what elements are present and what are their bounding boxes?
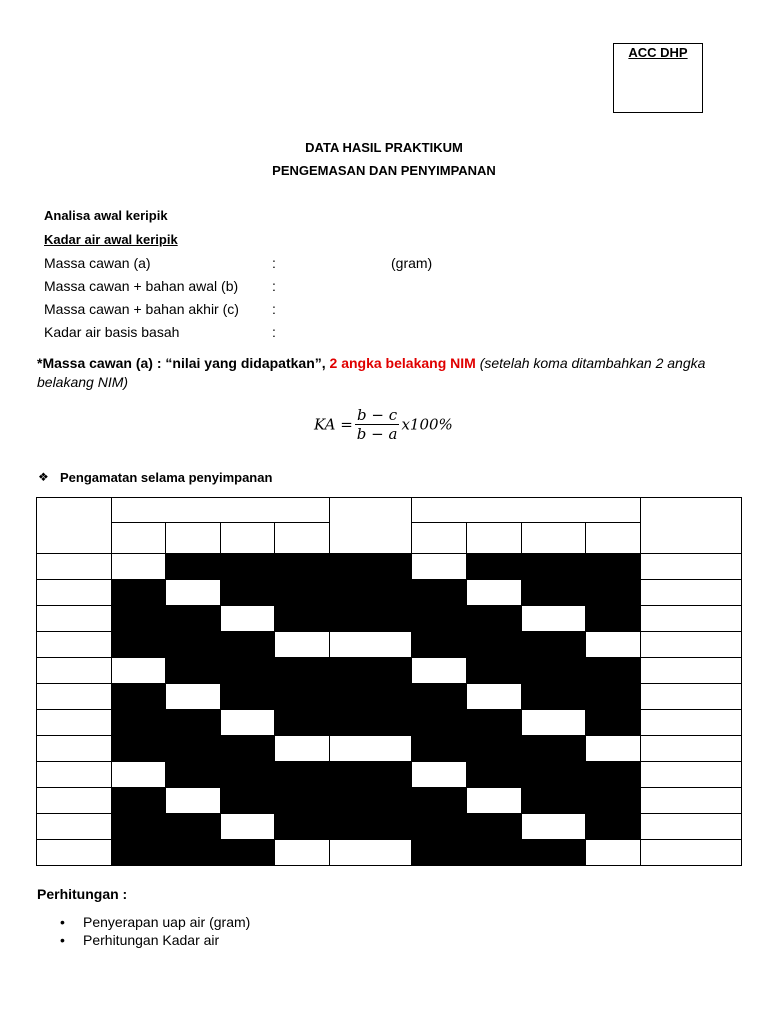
formula-fraction (355, 406, 400, 443)
filled-cell (412, 710, 467, 736)
table-cell[interactable] (641, 762, 742, 788)
filled-cell (522, 658, 586, 684)
filled-cell (221, 762, 275, 788)
table-cell[interactable] (412, 554, 467, 580)
filled-cell (412, 814, 467, 840)
table-cell[interactable] (641, 606, 742, 632)
note-highlight: 2 angka belakang NIM (329, 355, 476, 371)
filled-cell (586, 554, 641, 580)
table-cell[interactable] (522, 606, 586, 632)
filled-cell (522, 762, 586, 788)
table-row (37, 762, 742, 788)
filled-cell (522, 840, 586, 866)
table-cell[interactable] (586, 523, 641, 554)
field-colon: : (272, 301, 276, 317)
table-cell[interactable] (37, 814, 112, 840)
table-row (37, 840, 742, 866)
filled-cell (467, 658, 522, 684)
table-cell[interactable] (641, 554, 742, 580)
filled-cell (412, 632, 467, 658)
table-cell[interactable] (467, 523, 522, 554)
filled-cell (467, 554, 522, 580)
field-label-bahan-akhir: Massa cawan + bahan akhir (c) (44, 301, 239, 317)
table-cell[interactable] (37, 658, 112, 684)
table-row (37, 658, 742, 684)
filled-cell (275, 788, 330, 814)
filled-cell (586, 788, 641, 814)
table-cell[interactable] (641, 684, 742, 710)
table-header-row (37, 498, 742, 523)
table-cell[interactable] (112, 762, 166, 788)
filled-cell (112, 632, 166, 658)
table-cell[interactable] (412, 658, 467, 684)
document-title: DATA HASIL PRAKTIKUM (305, 140, 463, 155)
observation-table (36, 497, 742, 866)
filled-cell (586, 606, 641, 632)
table-cell[interactable] (412, 523, 467, 554)
filled-cell (112, 814, 166, 840)
table-cell[interactable] (37, 736, 112, 762)
subsection-heading: Kadar air awal keripik (44, 232, 178, 247)
field-colon: : (272, 255, 276, 271)
filled-cell (275, 580, 330, 606)
filled-cell (522, 554, 586, 580)
table-cell[interactable] (467, 684, 522, 710)
table-cell[interactable] (112, 498, 330, 523)
filled-cell (586, 814, 641, 840)
formula-denominator: b − a (356, 425, 398, 443)
filled-cell (112, 710, 166, 736)
table-cell[interactable] (522, 523, 586, 554)
table-cell[interactable] (641, 632, 742, 658)
note-main: *Massa cawan (a) : “nilai yang didapatkan”, (37, 355, 326, 371)
table-cell[interactable] (37, 606, 112, 632)
filled-cell (467, 606, 522, 632)
table-cell[interactable] (221, 710, 275, 736)
filled-cell (221, 684, 275, 710)
filled-cell (522, 788, 586, 814)
table-cell[interactable] (641, 788, 742, 814)
bullet-icon: • (60, 914, 65, 930)
filled-cell (412, 684, 467, 710)
table-cell[interactable] (37, 580, 112, 606)
table-cell[interactable] (275, 736, 330, 762)
table-cell[interactable] (586, 840, 641, 866)
field-label-bahan-awal: Massa cawan + bahan awal (b) (44, 278, 239, 294)
filled-cell (586, 684, 641, 710)
filled-cell (522, 632, 586, 658)
filled-cell (330, 554, 412, 580)
formula-numerator: b − c (355, 406, 400, 425)
document-subtitle: PENGEMASAN DAN PENYIMPANAN (272, 163, 496, 178)
filled-cell (330, 606, 412, 632)
table-cell[interactable] (166, 580, 221, 606)
filled-cell (112, 606, 166, 632)
filled-cell (586, 762, 641, 788)
table-cell[interactable] (112, 658, 166, 684)
filled-cell (221, 580, 275, 606)
table-row (37, 684, 742, 710)
table-cell[interactable] (166, 684, 221, 710)
table-cell[interactable] (37, 632, 112, 658)
table-cell[interactable] (275, 523, 330, 554)
filled-cell (412, 840, 467, 866)
diamond-bullet-icon: ❖ (38, 470, 49, 484)
filled-cell (467, 840, 522, 866)
filled-cell (275, 554, 330, 580)
observation-title: Pengamatan selama penyimpanan (60, 470, 273, 485)
table-cell[interactable] (641, 658, 742, 684)
table-cell[interactable] (641, 814, 742, 840)
table-row (37, 554, 742, 580)
filled-cell (467, 814, 522, 840)
table-cell[interactable] (166, 788, 221, 814)
field-colon: : (272, 324, 276, 340)
filled-cell (412, 580, 467, 606)
field-label-kadar-air: Kadar air basis basah (44, 324, 180, 340)
filled-cell (330, 762, 412, 788)
table-row (37, 606, 742, 632)
filled-cell (412, 788, 467, 814)
table-cell[interactable] (467, 580, 522, 606)
filled-cell (112, 684, 166, 710)
table-cell[interactable] (467, 788, 522, 814)
filled-cell (586, 710, 641, 736)
filled-cell (166, 554, 221, 580)
calc-item-penyerapan: Penyerapan uap air (gram) (83, 914, 251, 930)
table-cell[interactable] (221, 606, 275, 632)
table-cell[interactable] (112, 523, 166, 554)
filled-cell (275, 658, 330, 684)
filled-cell (166, 606, 221, 632)
filled-cell (275, 814, 330, 840)
table-cell[interactable] (412, 762, 467, 788)
massa-cawan-note (37, 354, 737, 392)
table-cell[interactable] (221, 523, 275, 554)
filled-cell (467, 762, 522, 788)
table-cell[interactable] (522, 814, 586, 840)
filled-cell (221, 658, 275, 684)
filled-cell (330, 658, 412, 684)
filled-cell (275, 684, 330, 710)
filled-cell (330, 814, 412, 840)
filled-cell (522, 580, 586, 606)
table-cell[interactable] (522, 710, 586, 736)
filled-cell (166, 658, 221, 684)
table-cell[interactable] (221, 814, 275, 840)
filled-cell (221, 632, 275, 658)
table-cell[interactable] (641, 736, 742, 762)
table-cell[interactable] (586, 632, 641, 658)
table-cell[interactable] (37, 684, 112, 710)
table-cell[interactable] (330, 840, 412, 866)
table-cell[interactable] (330, 498, 412, 554)
table-cell[interactable] (37, 710, 112, 736)
table-cell[interactable] (412, 498, 641, 523)
filled-cell (275, 762, 330, 788)
filled-cell (166, 632, 221, 658)
table-row (37, 710, 742, 736)
acc-dhp-label: ACC DHP (628, 45, 688, 60)
section-heading: Analisa awal keripik (44, 208, 168, 223)
table-cell[interactable] (330, 736, 412, 762)
filled-cell (330, 580, 412, 606)
table-cell[interactable] (112, 554, 166, 580)
bullet-icon: • (60, 932, 65, 948)
table-row (37, 788, 742, 814)
filled-cell (586, 580, 641, 606)
filled-cell (275, 606, 330, 632)
table-cell[interactable] (641, 710, 742, 736)
table-cell[interactable] (37, 554, 112, 580)
table-cell[interactable] (641, 580, 742, 606)
table-row (37, 736, 742, 762)
filled-cell (112, 736, 166, 762)
filled-cell (412, 606, 467, 632)
table-row (37, 632, 742, 658)
table-cell[interactable] (641, 840, 742, 866)
calculation-heading: Perhitungan : (37, 886, 128, 902)
filled-cell (166, 814, 221, 840)
filled-cell (522, 736, 586, 762)
filled-cell (112, 788, 166, 814)
filled-cell (467, 736, 522, 762)
filled-cell (412, 736, 467, 762)
filled-cell (112, 580, 166, 606)
filled-cell (330, 710, 412, 736)
table-cell[interactable] (275, 632, 330, 658)
table-row (37, 814, 742, 840)
table-cell[interactable] (275, 840, 330, 866)
filled-cell (166, 762, 221, 788)
filled-cell (330, 684, 412, 710)
table-cell[interactable] (641, 498, 742, 554)
filled-cell (467, 710, 522, 736)
filled-cell (522, 684, 586, 710)
formula-rhs: x100% (401, 415, 453, 434)
filled-cell (221, 554, 275, 580)
filled-cell (586, 658, 641, 684)
field-label-massa-cawan: Massa cawan (a) (44, 255, 151, 271)
table-cell[interactable] (37, 762, 112, 788)
filled-cell (330, 788, 412, 814)
field-unit-gram: (gram) (391, 255, 433, 271)
filled-cell (166, 840, 221, 866)
table-row (37, 580, 742, 606)
field-colon: : (272, 278, 276, 294)
calc-item-kadar-air: Perhitungan Kadar air (83, 932, 220, 948)
acc-dhp-box (613, 43, 703, 113)
table-cell[interactable] (37, 788, 112, 814)
table-cell[interactable] (166, 523, 221, 554)
filled-cell (275, 710, 330, 736)
table-cell[interactable] (37, 498, 112, 554)
table-cell[interactable] (586, 736, 641, 762)
filled-cell (221, 840, 275, 866)
filled-cell (467, 632, 522, 658)
formula-lhs: KA = (314, 415, 353, 434)
filled-cell (221, 736, 275, 762)
table-cell[interactable] (330, 632, 412, 658)
moisture-formula (314, 406, 453, 443)
filled-cell (112, 840, 166, 866)
filled-cell (166, 736, 221, 762)
filled-cell (166, 710, 221, 736)
note-detail: (setelah koma ditambahkan 2 angka belakang NIM) (37, 355, 706, 390)
table-cell[interactable] (37, 840, 112, 866)
filled-cell (221, 788, 275, 814)
